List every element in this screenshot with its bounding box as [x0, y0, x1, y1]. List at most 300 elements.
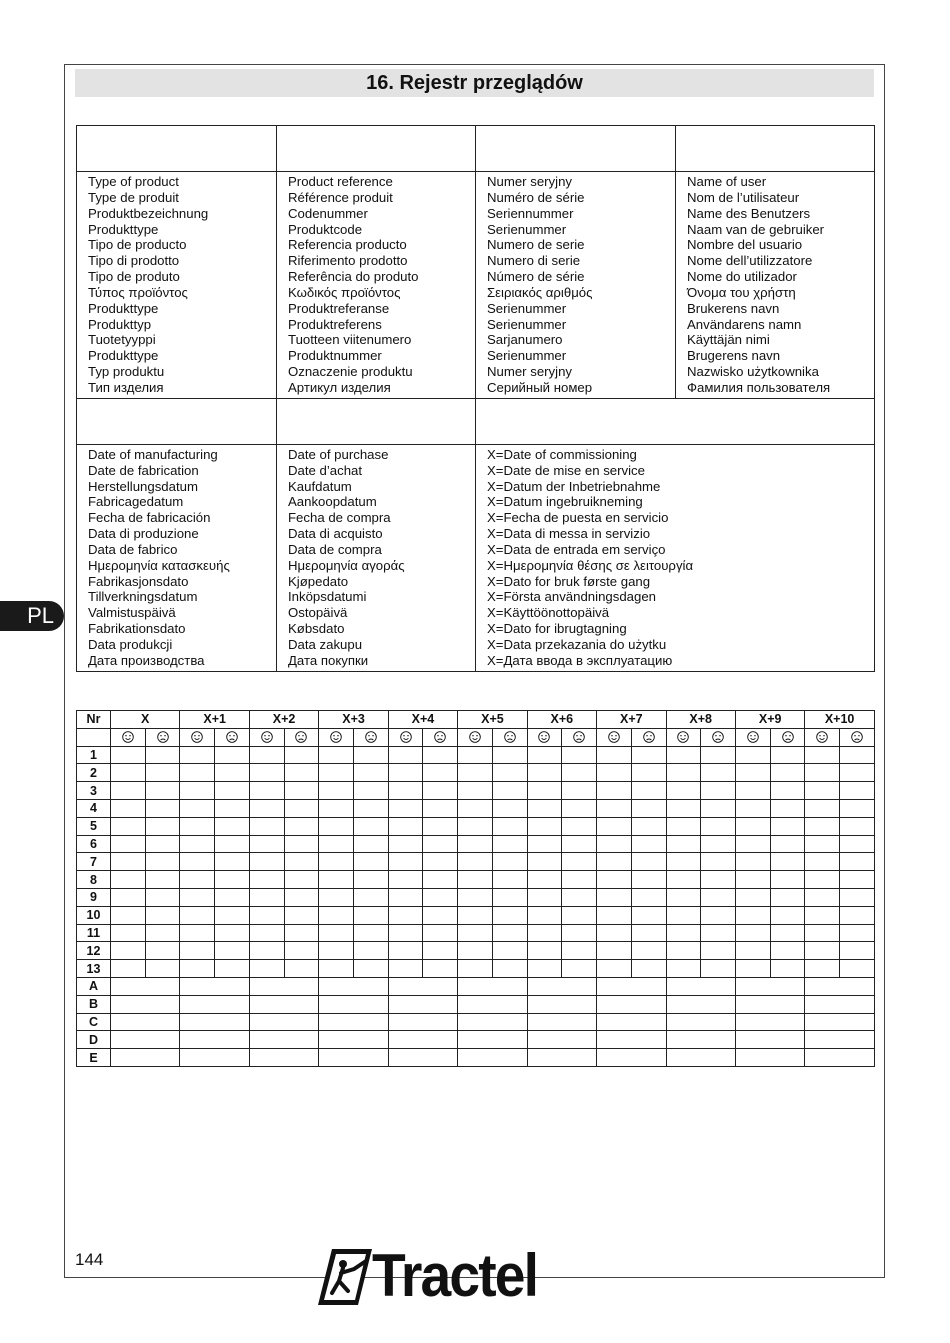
check-cell[interactable]: [284, 924, 319, 942]
check-cell[interactable]: [423, 853, 458, 871]
check-cell[interactable]: [215, 906, 250, 924]
check-cell[interactable]: [666, 942, 701, 960]
note-cell[interactable]: [458, 1031, 527, 1049]
note-cell[interactable]: [666, 1013, 735, 1031]
check-cell[interactable]: [631, 906, 666, 924]
check-cell[interactable]: [423, 799, 458, 817]
note-cell[interactable]: [805, 1031, 874, 1049]
check-cell[interactable]: [423, 782, 458, 800]
check-cell[interactable]: [735, 782, 770, 800]
check-cell[interactable]: [805, 888, 840, 906]
check-cell[interactable]: [562, 835, 597, 853]
check-cell[interactable]: [354, 817, 389, 835]
check-cell[interactable]: [180, 817, 215, 835]
note-cell[interactable]: [666, 1049, 735, 1067]
check-cell[interactable]: [735, 960, 770, 978]
check-cell[interactable]: [735, 924, 770, 942]
note-cell[interactable]: [735, 977, 804, 995]
check-cell[interactable]: [770, 835, 805, 853]
check-cell[interactable]: [666, 799, 701, 817]
note-cell[interactable]: [319, 1013, 388, 1031]
check-cell[interactable]: [666, 853, 701, 871]
check-cell[interactable]: [597, 746, 632, 764]
note-cell[interactable]: [388, 995, 457, 1013]
check-cell[interactable]: [249, 764, 284, 782]
check-cell[interactable]: [284, 817, 319, 835]
check-cell[interactable]: [388, 906, 423, 924]
check-cell[interactable]: [388, 871, 423, 889]
check-cell[interactable]: [840, 924, 875, 942]
check-cell[interactable]: [631, 764, 666, 782]
check-cell[interactable]: [666, 924, 701, 942]
note-cell[interactable]: [249, 1031, 318, 1049]
check-cell[interactable]: [319, 746, 354, 764]
note-cell[interactable]: [527, 1013, 596, 1031]
check-cell[interactable]: [354, 764, 389, 782]
check-cell[interactable]: [215, 924, 250, 942]
check-cell[interactable]: [701, 942, 736, 960]
check-cell[interactable]: [562, 782, 597, 800]
check-cell[interactable]: [284, 782, 319, 800]
check-cell[interactable]: [215, 799, 250, 817]
note-cell[interactable]: [249, 977, 318, 995]
check-cell[interactable]: [735, 906, 770, 924]
check-cell[interactable]: [805, 817, 840, 835]
check-cell[interactable]: [770, 746, 805, 764]
check-cell[interactable]: [180, 782, 215, 800]
check-cell[interactable]: [562, 817, 597, 835]
note-cell[interactable]: [180, 1031, 249, 1049]
check-cell[interactable]: [770, 853, 805, 871]
check-cell[interactable]: [492, 782, 527, 800]
check-cell[interactable]: [145, 799, 180, 817]
note-cell[interactable]: [527, 1049, 596, 1067]
check-cell[interactable]: [666, 764, 701, 782]
check-cell[interactable]: [770, 924, 805, 942]
check-cell[interactable]: [492, 764, 527, 782]
check-cell[interactable]: [562, 924, 597, 942]
note-cell[interactable]: [458, 1049, 527, 1067]
check-cell[interactable]: [805, 764, 840, 782]
check-cell[interactable]: [735, 746, 770, 764]
check-cell[interactable]: [145, 853, 180, 871]
check-cell[interactable]: [319, 817, 354, 835]
check-cell[interactable]: [735, 799, 770, 817]
note-cell[interactable]: [527, 1031, 596, 1049]
check-cell[interactable]: [284, 835, 319, 853]
check-cell[interactable]: [354, 746, 389, 764]
check-cell[interactable]: [770, 799, 805, 817]
check-cell[interactable]: [249, 799, 284, 817]
check-cell[interactable]: [423, 764, 458, 782]
check-cell[interactable]: [527, 835, 562, 853]
check-cell[interactable]: [840, 799, 875, 817]
check-cell[interactable]: [805, 782, 840, 800]
check-cell[interactable]: [215, 782, 250, 800]
check-cell[interactable]: [423, 906, 458, 924]
check-cell[interactable]: [319, 764, 354, 782]
check-cell[interactable]: [458, 888, 493, 906]
check-cell[interactable]: [180, 746, 215, 764]
check-cell[interactable]: [631, 746, 666, 764]
check-cell[interactable]: [458, 764, 493, 782]
check-cell[interactable]: [215, 764, 250, 782]
check-cell[interactable]: [527, 960, 562, 978]
check-cell[interactable]: [492, 960, 527, 978]
check-cell[interactable]: [527, 799, 562, 817]
check-cell[interactable]: [597, 764, 632, 782]
check-cell[interactable]: [805, 906, 840, 924]
check-cell[interactable]: [111, 888, 146, 906]
check-cell[interactable]: [249, 835, 284, 853]
note-cell[interactable]: [249, 995, 318, 1013]
check-cell[interactable]: [701, 746, 736, 764]
check-cell[interactable]: [249, 888, 284, 906]
check-cell[interactable]: [111, 924, 146, 942]
check-cell[interactable]: [388, 746, 423, 764]
check-cell[interactable]: [631, 960, 666, 978]
check-cell[interactable]: [492, 871, 527, 889]
check-cell[interactable]: [249, 924, 284, 942]
note-cell[interactable]: [597, 1013, 666, 1031]
check-cell[interactable]: [249, 853, 284, 871]
check-cell[interactable]: [597, 960, 632, 978]
check-cell[interactable]: [701, 888, 736, 906]
check-cell[interactable]: [145, 817, 180, 835]
purchase-date-entry[interactable]: [277, 398, 476, 444]
check-cell[interactable]: [388, 888, 423, 906]
check-cell[interactable]: [840, 835, 875, 853]
product-type-entry[interactable]: [77, 126, 277, 172]
note-cell[interactable]: [319, 1049, 388, 1067]
user-name-entry[interactable]: [676, 126, 875, 172]
check-cell[interactable]: [458, 906, 493, 924]
check-cell[interactable]: [180, 835, 215, 853]
note-cell[interactable]: [388, 977, 457, 995]
check-cell[interactable]: [562, 960, 597, 978]
check-cell[interactable]: [631, 782, 666, 800]
check-cell[interactable]: [354, 906, 389, 924]
check-cell[interactable]: [701, 924, 736, 942]
note-cell[interactable]: [805, 977, 874, 995]
check-cell[interactable]: [735, 853, 770, 871]
note-cell[interactable]: [805, 1049, 874, 1067]
check-cell[interactable]: [319, 853, 354, 871]
check-cell[interactable]: [423, 871, 458, 889]
check-cell[interactable]: [770, 888, 805, 906]
check-cell[interactable]: [701, 871, 736, 889]
note-cell[interactable]: [597, 1049, 666, 1067]
check-cell[interactable]: [770, 817, 805, 835]
check-cell[interactable]: [319, 960, 354, 978]
note-cell[interactable]: [805, 995, 874, 1013]
check-cell[interactable]: [180, 853, 215, 871]
check-cell[interactable]: [666, 835, 701, 853]
check-cell[interactable]: [215, 853, 250, 871]
check-cell[interactable]: [562, 746, 597, 764]
check-cell[interactable]: [249, 942, 284, 960]
check-cell[interactable]: [180, 871, 215, 889]
check-cell[interactable]: [388, 764, 423, 782]
check-cell[interactable]: [631, 888, 666, 906]
check-cell[interactable]: [666, 782, 701, 800]
note-cell[interactable]: [527, 977, 596, 995]
note-cell[interactable]: [180, 995, 249, 1013]
note-cell[interactable]: [111, 1031, 180, 1049]
check-cell[interactable]: [215, 888, 250, 906]
note-cell[interactable]: [111, 977, 180, 995]
check-cell[interactable]: [701, 906, 736, 924]
check-cell[interactable]: [597, 799, 632, 817]
check-cell[interactable]: [145, 888, 180, 906]
note-cell[interactable]: [388, 1013, 457, 1031]
check-cell[interactable]: [423, 888, 458, 906]
check-cell[interactable]: [354, 924, 389, 942]
check-cell[interactable]: [562, 906, 597, 924]
check-cell[interactable]: [180, 799, 215, 817]
check-cell[interactable]: [423, 942, 458, 960]
check-cell[interactable]: [145, 782, 180, 800]
check-cell[interactable]: [666, 871, 701, 889]
check-cell[interactable]: [180, 906, 215, 924]
note-cell[interactable]: [527, 995, 596, 1013]
check-cell[interactable]: [180, 764, 215, 782]
check-cell[interactable]: [666, 960, 701, 978]
check-cell[interactable]: [458, 782, 493, 800]
check-cell[interactable]: [388, 782, 423, 800]
check-cell[interactable]: [597, 924, 632, 942]
note-cell[interactable]: [319, 1031, 388, 1049]
check-cell[interactable]: [527, 888, 562, 906]
check-cell[interactable]: [354, 853, 389, 871]
check-cell[interactable]: [111, 764, 146, 782]
check-cell[interactable]: [597, 906, 632, 924]
check-cell[interactable]: [840, 888, 875, 906]
check-cell[interactable]: [805, 924, 840, 942]
check-cell[interactable]: [770, 764, 805, 782]
check-cell[interactable]: [527, 764, 562, 782]
check-cell[interactable]: [319, 799, 354, 817]
check-cell[interactable]: [145, 942, 180, 960]
check-cell[interactable]: [249, 906, 284, 924]
check-cell[interactable]: [597, 888, 632, 906]
check-cell[interactable]: [111, 871, 146, 889]
serial-number-entry[interactable]: [476, 126, 676, 172]
check-cell[interactable]: [666, 746, 701, 764]
check-cell[interactable]: [458, 942, 493, 960]
check-cell[interactable]: [805, 942, 840, 960]
note-cell[interactable]: [735, 1049, 804, 1067]
check-cell[interactable]: [145, 764, 180, 782]
check-cell[interactable]: [111, 835, 146, 853]
note-cell[interactable]: [319, 995, 388, 1013]
check-cell[interactable]: [388, 942, 423, 960]
check-cell[interactable]: [735, 817, 770, 835]
check-cell[interactable]: [215, 942, 250, 960]
check-cell[interactable]: [458, 853, 493, 871]
check-cell[interactable]: [111, 782, 146, 800]
check-cell[interactable]: [458, 871, 493, 889]
check-cell[interactable]: [458, 924, 493, 942]
check-cell[interactable]: [215, 835, 250, 853]
check-cell[interactable]: [284, 960, 319, 978]
check-cell[interactable]: [492, 799, 527, 817]
check-cell[interactable]: [249, 960, 284, 978]
check-cell[interactable]: [631, 924, 666, 942]
check-cell[interactable]: [354, 835, 389, 853]
check-cell[interactable]: [840, 817, 875, 835]
note-cell[interactable]: [735, 1031, 804, 1049]
note-cell[interactable]: [666, 1031, 735, 1049]
check-cell[interactable]: [666, 888, 701, 906]
check-cell[interactable]: [284, 888, 319, 906]
check-cell[interactable]: [145, 924, 180, 942]
check-cell[interactable]: [735, 888, 770, 906]
check-cell[interactable]: [597, 942, 632, 960]
commissioning-date-entry[interactable]: [476, 398, 875, 444]
check-cell[interactable]: [354, 942, 389, 960]
check-cell[interactable]: [319, 942, 354, 960]
check-cell[interactable]: [215, 746, 250, 764]
check-cell[interactable]: [388, 960, 423, 978]
check-cell[interactable]: [701, 782, 736, 800]
check-cell[interactable]: [458, 960, 493, 978]
note-cell[interactable]: [458, 1013, 527, 1031]
check-cell[interactable]: [840, 853, 875, 871]
note-cell[interactable]: [458, 977, 527, 995]
check-cell[interactable]: [354, 782, 389, 800]
check-cell[interactable]: [492, 817, 527, 835]
check-cell[interactable]: [840, 942, 875, 960]
check-cell[interactable]: [423, 924, 458, 942]
check-cell[interactable]: [735, 764, 770, 782]
check-cell[interactable]: [145, 835, 180, 853]
check-cell[interactable]: [562, 853, 597, 871]
check-cell[interactable]: [597, 853, 632, 871]
check-cell[interactable]: [284, 764, 319, 782]
check-cell[interactable]: [770, 960, 805, 978]
check-cell[interactable]: [284, 871, 319, 889]
note-cell[interactable]: [319, 977, 388, 995]
product-reference-entry[interactable]: [277, 126, 476, 172]
check-cell[interactable]: [458, 746, 493, 764]
check-cell[interactable]: [840, 782, 875, 800]
check-cell[interactable]: [562, 942, 597, 960]
note-cell[interactable]: [388, 1031, 457, 1049]
check-cell[interactable]: [527, 853, 562, 871]
check-cell[interactable]: [770, 871, 805, 889]
check-cell[interactable]: [666, 817, 701, 835]
check-cell[interactable]: [458, 835, 493, 853]
check-cell[interactable]: [701, 960, 736, 978]
check-cell[interactable]: [701, 835, 736, 853]
check-cell[interactable]: [458, 817, 493, 835]
check-cell[interactable]: [284, 799, 319, 817]
check-cell[interactable]: [319, 871, 354, 889]
check-cell[interactable]: [388, 799, 423, 817]
check-cell[interactable]: [354, 799, 389, 817]
check-cell[interactable]: [284, 853, 319, 871]
check-cell[interactable]: [631, 817, 666, 835]
check-cell[interactable]: [249, 782, 284, 800]
check-cell[interactable]: [354, 960, 389, 978]
check-cell[interactable]: [527, 924, 562, 942]
check-cell[interactable]: [111, 942, 146, 960]
note-cell[interactable]: [111, 1013, 180, 1031]
check-cell[interactable]: [840, 906, 875, 924]
check-cell[interactable]: [770, 782, 805, 800]
check-cell[interactable]: [527, 942, 562, 960]
check-cell[interactable]: [527, 817, 562, 835]
check-cell[interactable]: [215, 960, 250, 978]
note-cell[interactable]: [180, 1049, 249, 1067]
note-cell[interactable]: [666, 977, 735, 995]
check-cell[interactable]: [319, 906, 354, 924]
note-cell[interactable]: [180, 1013, 249, 1031]
check-cell[interactable]: [805, 853, 840, 871]
check-cell[interactable]: [180, 924, 215, 942]
check-cell[interactable]: [145, 960, 180, 978]
check-cell[interactable]: [492, 835, 527, 853]
check-cell[interactable]: [666, 906, 701, 924]
check-cell[interactable]: [423, 817, 458, 835]
check-cell[interactable]: [111, 746, 146, 764]
check-cell[interactable]: [423, 960, 458, 978]
note-cell[interactable]: [111, 1049, 180, 1067]
note-cell[interactable]: [597, 1031, 666, 1049]
check-cell[interactable]: [631, 799, 666, 817]
check-cell[interactable]: [805, 835, 840, 853]
check-cell[interactable]: [111, 960, 146, 978]
check-cell[interactable]: [423, 835, 458, 853]
note-cell[interactable]: [111, 995, 180, 1013]
check-cell[interactable]: [631, 853, 666, 871]
check-cell[interactable]: [388, 835, 423, 853]
check-cell[interactable]: [597, 835, 632, 853]
note-cell[interactable]: [805, 1013, 874, 1031]
check-cell[interactable]: [492, 853, 527, 871]
note-cell[interactable]: [249, 1013, 318, 1031]
check-cell[interactable]: [319, 782, 354, 800]
check-cell[interactable]: [284, 942, 319, 960]
check-cell[interactable]: [284, 746, 319, 764]
check-cell[interactable]: [492, 906, 527, 924]
check-cell[interactable]: [562, 764, 597, 782]
check-cell[interactable]: [492, 924, 527, 942]
check-cell[interactable]: [597, 782, 632, 800]
check-cell[interactable]: [319, 888, 354, 906]
check-cell[interactable]: [180, 960, 215, 978]
check-cell[interactable]: [770, 942, 805, 960]
check-cell[interactable]: [527, 906, 562, 924]
check-cell[interactable]: [735, 942, 770, 960]
check-cell[interactable]: [111, 799, 146, 817]
note-cell[interactable]: [180, 977, 249, 995]
note-cell[interactable]: [735, 1013, 804, 1031]
check-cell[interactable]: [840, 960, 875, 978]
check-cell[interactable]: [631, 942, 666, 960]
check-cell[interactable]: [631, 871, 666, 889]
check-cell[interactable]: [527, 746, 562, 764]
check-cell[interactable]: [145, 906, 180, 924]
note-cell[interactable]: [597, 977, 666, 995]
check-cell[interactable]: [562, 871, 597, 889]
check-cell[interactable]: [631, 835, 666, 853]
check-cell[interactable]: [805, 871, 840, 889]
check-cell[interactable]: [180, 888, 215, 906]
check-cell[interactable]: [735, 871, 770, 889]
check-cell[interactable]: [492, 746, 527, 764]
